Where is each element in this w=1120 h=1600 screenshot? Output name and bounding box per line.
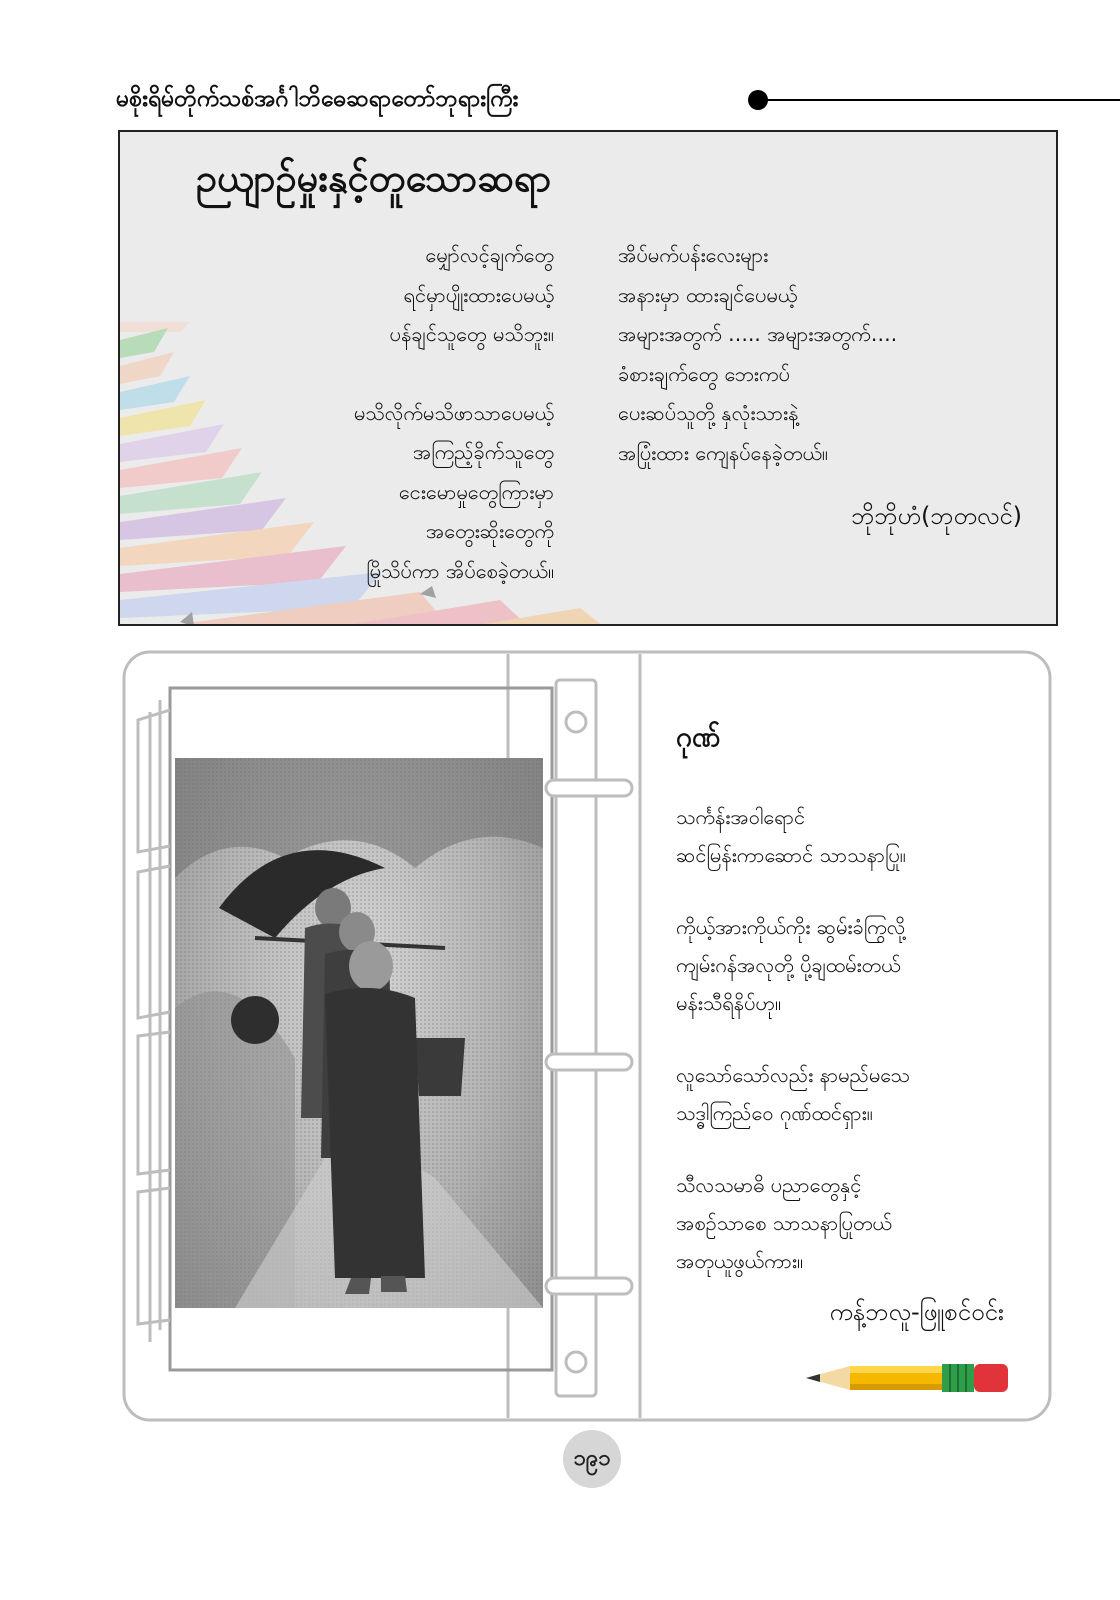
pencil-icon bbox=[806, 1360, 1012, 1396]
stanza bbox=[676, 1056, 910, 1132]
verse-line: အနားမှာ ထားချင်ပေမယ့် bbox=[618, 282, 798, 307]
verse-line: ကျမ်းဂန်အလုတို့ ပို့ချထမ်းတယ် bbox=[676, 953, 901, 977]
stanza bbox=[676, 908, 910, 1022]
verse-line: အတွေးဆိုးတွေကို bbox=[425, 519, 554, 543]
verse-line: မြိုသိပ်ကာ အိပ်စေခဲ့တယ်။ bbox=[366, 558, 554, 583]
verse-line: ရင်မှာပျိုးထားပေမယ့် bbox=[403, 282, 554, 307]
verse-line: အစဉ်သာစေ သာသနာပြုတယ် bbox=[676, 1211, 892, 1235]
poem-left-column bbox=[354, 236, 554, 591]
bullet-dot bbox=[748, 90, 768, 110]
poem-box bbox=[118, 130, 1058, 626]
poem-right-column bbox=[618, 236, 897, 473]
verse-line: လူသော်သော်လည်း နာမည်မသေ bbox=[676, 1063, 910, 1087]
verse-line: ကိုယ့်အားကိုယ်ကိုး ဆွမ်းခံကြွလို့ bbox=[676, 915, 906, 939]
verse-line: ခံစားချက်တွေ ဘေးကပ် bbox=[618, 361, 790, 386]
verse-line: ဆင်မြန်းကာဆောင် သာသနာပြု။ bbox=[676, 843, 906, 867]
page-number: ၁၉၁ bbox=[563, 1430, 621, 1488]
header-rule bbox=[766, 99, 1120, 101]
verse-line: သင်္ကန်းအဝါရောင် bbox=[676, 805, 806, 829]
poem-author: ကန့်ဘလူ-ဖြူစင်ဝင်း bbox=[829, 1298, 1004, 1326]
verse-line: ငေးမောမှုတွေကြားမှာ bbox=[398, 479, 554, 504]
running-header bbox=[116, 80, 1066, 120]
verse-line: ပေးဆပ်သူတို့ နှလုံးသားနဲ့ bbox=[618, 401, 799, 425]
notebook-frame bbox=[0, 640, 1120, 1440]
verse-line: သီလသမာဓိ ပညာတွေနှင့် bbox=[676, 1173, 862, 1197]
stanza-gap bbox=[354, 355, 554, 394]
monks-photo bbox=[175, 758, 543, 1308]
verse-line: မန်းသီရိနိပ်ဟု။ bbox=[676, 991, 782, 1015]
verse-line: ပန်ချင်သူတွေ မသိဘူး။ bbox=[389, 322, 554, 346]
verse-line: အိပ်မက်ပန်းလေးများ bbox=[618, 243, 769, 267]
verse-line: သဒ္ဓါကြည်ဝေ ဂုဏ်ထင်ရှား။ bbox=[676, 1101, 873, 1125]
verse-line: အတုယူဖွယ်ကား။ bbox=[676, 1249, 804, 1273]
running-title: မစိုးရိမ်တိုက်သစ်အင်္ဂါဘိဓေဆရာတော်ဘုရားကြီး bbox=[116, 86, 519, 112]
poem-title: ဉယျာဉ်မှုးနှင့်တူသောဆရာ bbox=[196, 156, 552, 200]
poem-author: ဘိုဘိုဟံ(ဘုတလင်) bbox=[851, 502, 1022, 530]
poem-title: ဂုဏ် bbox=[676, 720, 721, 753]
verse-line: အများအတွက် ….. အများအတွက်…. bbox=[618, 322, 898, 346]
stanza bbox=[676, 1166, 910, 1280]
verse-line: အပြုံးထား ကျေနပ်နေခဲ့တယ်။ bbox=[618, 440, 828, 465]
verse-line: မသိလိုက်မသိဖာသာပေမယ့် bbox=[353, 400, 554, 425]
poem-stanzas bbox=[676, 798, 910, 1314]
stanza bbox=[676, 798, 910, 874]
verse-line: အကြည့်ခိုက်သူတွေ bbox=[412, 440, 554, 464]
verse-line: မျှော်လင့်ချက်တွေ bbox=[425, 243, 554, 267]
